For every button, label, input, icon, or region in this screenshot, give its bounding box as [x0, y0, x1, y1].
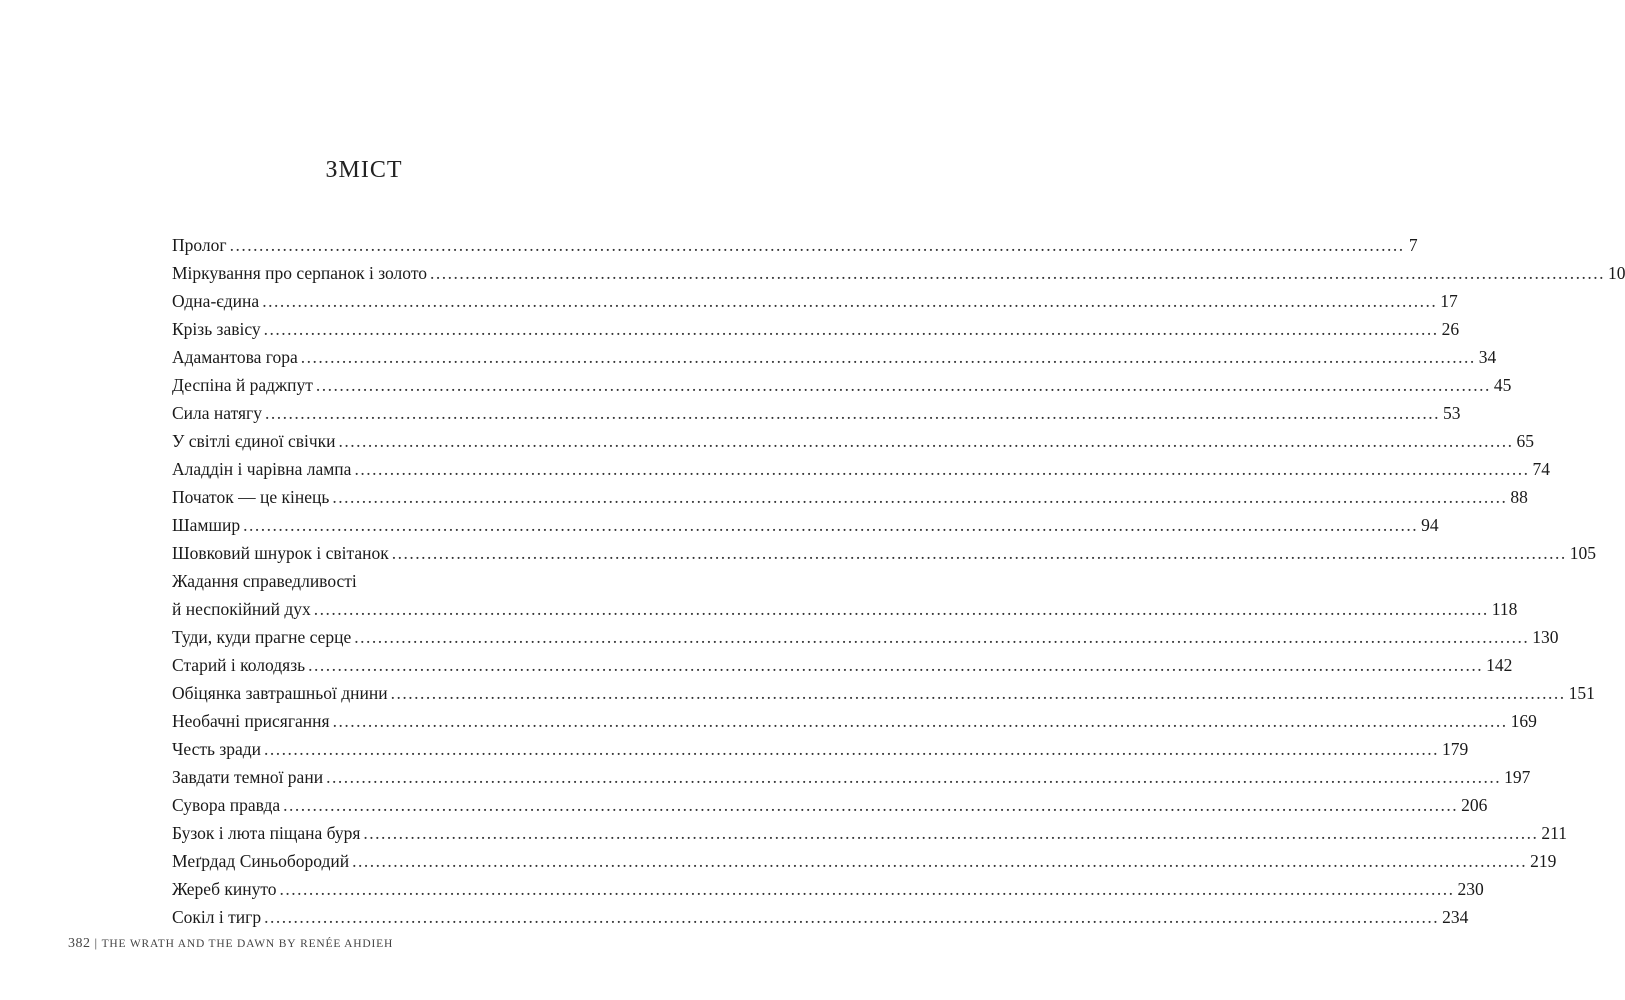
toc-entry: [172, 707, 1537, 735]
dot-leader: ........................................................................................................................................................................................................: [429, 263, 1605, 283]
toc-entry-title: Сувора правда: [172, 795, 281, 815]
toc-entry-page: 179: [1442, 739, 1469, 759]
dot-leader: ........................................................................................................................................................................................................: [264, 739, 1440, 759]
dot-leader: ........................................................................................................................................................................................................: [300, 347, 1476, 367]
dot-leader: ........................................................................................................................................................................................................: [391, 543, 1567, 563]
toc-entry-title: Необачні присягання: [172, 711, 330, 731]
dot-leader: ........................................................................................................................................................................................................: [332, 487, 1508, 507]
toc-entry-page: 169: [1510, 711, 1537, 731]
toc-entry: [172, 763, 1531, 791]
toc-entry: [172, 427, 1535, 455]
toc-entry: [172, 315, 1460, 343]
dot-leader: ........................................................................................................................................................................................................: [263, 319, 1439, 339]
toc-entry-page: 88: [1510, 487, 1528, 507]
toc-entry-page: 142: [1486, 655, 1513, 675]
toc-entry-title: Завдати темної рани: [172, 767, 324, 787]
dot-leader: ........................................................................................................................................................................................................: [332, 711, 1508, 731]
toc-entry: [172, 455, 1550, 483]
toc-entry-page: 45: [1493, 375, 1512, 395]
toc-entry-title: Меґрдад Синьобородий: [172, 851, 350, 871]
dot-leader: ........................................................................................................................................................................................................: [354, 627, 1530, 647]
dot-leader: ........................................................................................................................................................................................................: [352, 851, 1528, 871]
toc-entry: [172, 483, 1528, 511]
toc-entry: [172, 231, 1418, 259]
toc-entry-title: Бузок і люта піщана буря: [172, 823, 361, 843]
dot-leader: ........................................................................................................................................................................................................: [315, 375, 1491, 395]
toc-entry-page: 74: [1532, 459, 1550, 479]
toc-entry-title: Одна-єдина: [172, 291, 260, 311]
toc-entry: [172, 651, 1513, 679]
toc-entry-title: Початок — це кінець: [172, 487, 330, 507]
toc-entry-title: Сокіл і тигр: [172, 907, 262, 927]
toc-entry-page: 211: [1541, 823, 1567, 843]
toc-entry-page: 17: [1440, 291, 1458, 311]
toc-entry-page: 7: [1408, 235, 1418, 255]
toc-entry: [172, 903, 1469, 931]
toc-entry: [172, 511, 1439, 539]
toc-entry-title: Пролог: [172, 235, 227, 255]
author-name: RENÉE AHDIEH: [300, 938, 394, 950]
toc-entry-title: Аладдін і чарівна лампа: [172, 459, 352, 479]
toc-entry-page: 26: [1441, 319, 1460, 339]
dot-leader: ........................................................................................................................................................................................................: [338, 431, 1514, 451]
dot-leader: ........................................................................................................................................................................................................: [308, 655, 1484, 675]
page-title: ЗМІСТ: [325, 157, 403, 183]
toc-entry-title: й неспокійний дух: [172, 599, 311, 619]
toc-entry-title: Обіцянка завтрашньої днини: [172, 683, 388, 703]
dot-leader: ........................................................................................................................................................................................................: [363, 823, 1539, 843]
toc-entry-title: Шамшир: [172, 515, 241, 535]
toc-entry-title: Старий і колодязь: [172, 655, 306, 675]
toc-entry: [172, 735, 1469, 763]
toc-entry-title: Жереб кинуто: [172, 879, 277, 899]
toc-entry: [172, 791, 1488, 819]
toc-entry-page: 151: [1568, 683, 1595, 703]
toc-entry-title: Крізь завісу: [172, 319, 261, 339]
toc-entry-page: 206: [1461, 795, 1488, 815]
toc-entry-title: Деспіна й раджпут: [172, 375, 313, 395]
dot-leader: ........................................................................................................................................................................................................: [283, 795, 1459, 815]
dot-leader: ........................................................................................................................................................................................................: [354, 459, 1530, 479]
toc-entry: [172, 343, 1497, 371]
dot-leader: ........................................................................................................................................................................................................: [265, 403, 1440, 423]
footer-separator: |: [94, 935, 98, 950]
dot-leader: ........................................................................................................................................................................................................: [313, 599, 1489, 619]
toc-entry: [172, 623, 1559, 651]
toc-entry: [172, 371, 1512, 399]
toc-entry: [172, 679, 1595, 707]
toc-entry-page: 10: [1607, 263, 1625, 283]
dot-leader: ........................................................................................................................................................................................................: [326, 767, 1502, 787]
toc-entry-title: Шовковий шнурок і світанок: [172, 543, 389, 563]
toc-entry-page: 230: [1457, 879, 1484, 899]
dot-leader: ........................................................................................................................................................................................................: [279, 879, 1455, 899]
toc-entry-title: Міркування про серпанок і золото: [172, 263, 427, 283]
toc-entry: [172, 847, 1557, 875]
dot-leader: ........................................................................................................................................................................................................: [229, 235, 1405, 255]
page-number: 382: [68, 936, 91, 951]
toc-entry-page: 105: [1569, 543, 1596, 563]
toc-entry-title: Туди, куди прагне серце: [172, 627, 352, 647]
toc-entry: [172, 875, 1484, 903]
toc-entry: [172, 259, 1625, 287]
dot-leader: ........................................................................................................................................................................................................: [243, 515, 1419, 535]
dot-leader: ........................................................................................................................................................................................................: [390, 683, 1566, 703]
toc-entry-title: У світлі єдиної свічки: [172, 431, 336, 451]
page-footer: [68, 935, 393, 952]
toc-entry-title: Честь зради: [172, 739, 262, 759]
toc-entry-title: Сила натягу: [172, 403, 262, 423]
dot-leader: ........................................................................................................................................................................................................: [262, 291, 1438, 311]
footer-by: BY: [278, 938, 297, 950]
toc-entry-page: 118: [1491, 599, 1518, 619]
toc-entry: [172, 287, 1458, 315]
book-title: THE WRATH AND THE DAWN: [101, 938, 276, 950]
toc-entry-page: 197: [1504, 767, 1531, 787]
toc-entry-title: Жадання справедливості: [172, 571, 357, 591]
toc-entry-title: Адамантова гора: [172, 347, 298, 367]
toc-entry: [172, 595, 1518, 623]
toc-entry: [172, 539, 1596, 567]
toc-entry: [172, 567, 582, 595]
table-of-contents: [172, 231, 1625, 931]
toc-entry-page: 65: [1516, 431, 1535, 451]
toc-entry: [172, 819, 1567, 847]
toc-entry-page: 130: [1532, 627, 1559, 647]
toc-entry-page: 53: [1443, 403, 1461, 423]
toc-entry-page: 34: [1478, 347, 1497, 367]
toc-entry: [172, 399, 1461, 427]
dot-leader: ........................................................................................................................................................................................................: [264, 907, 1440, 927]
toc-entry-page: 94: [1421, 515, 1439, 535]
toc-entry-page: 234: [1442, 907, 1469, 927]
toc-entry-page: 219: [1530, 851, 1557, 871]
